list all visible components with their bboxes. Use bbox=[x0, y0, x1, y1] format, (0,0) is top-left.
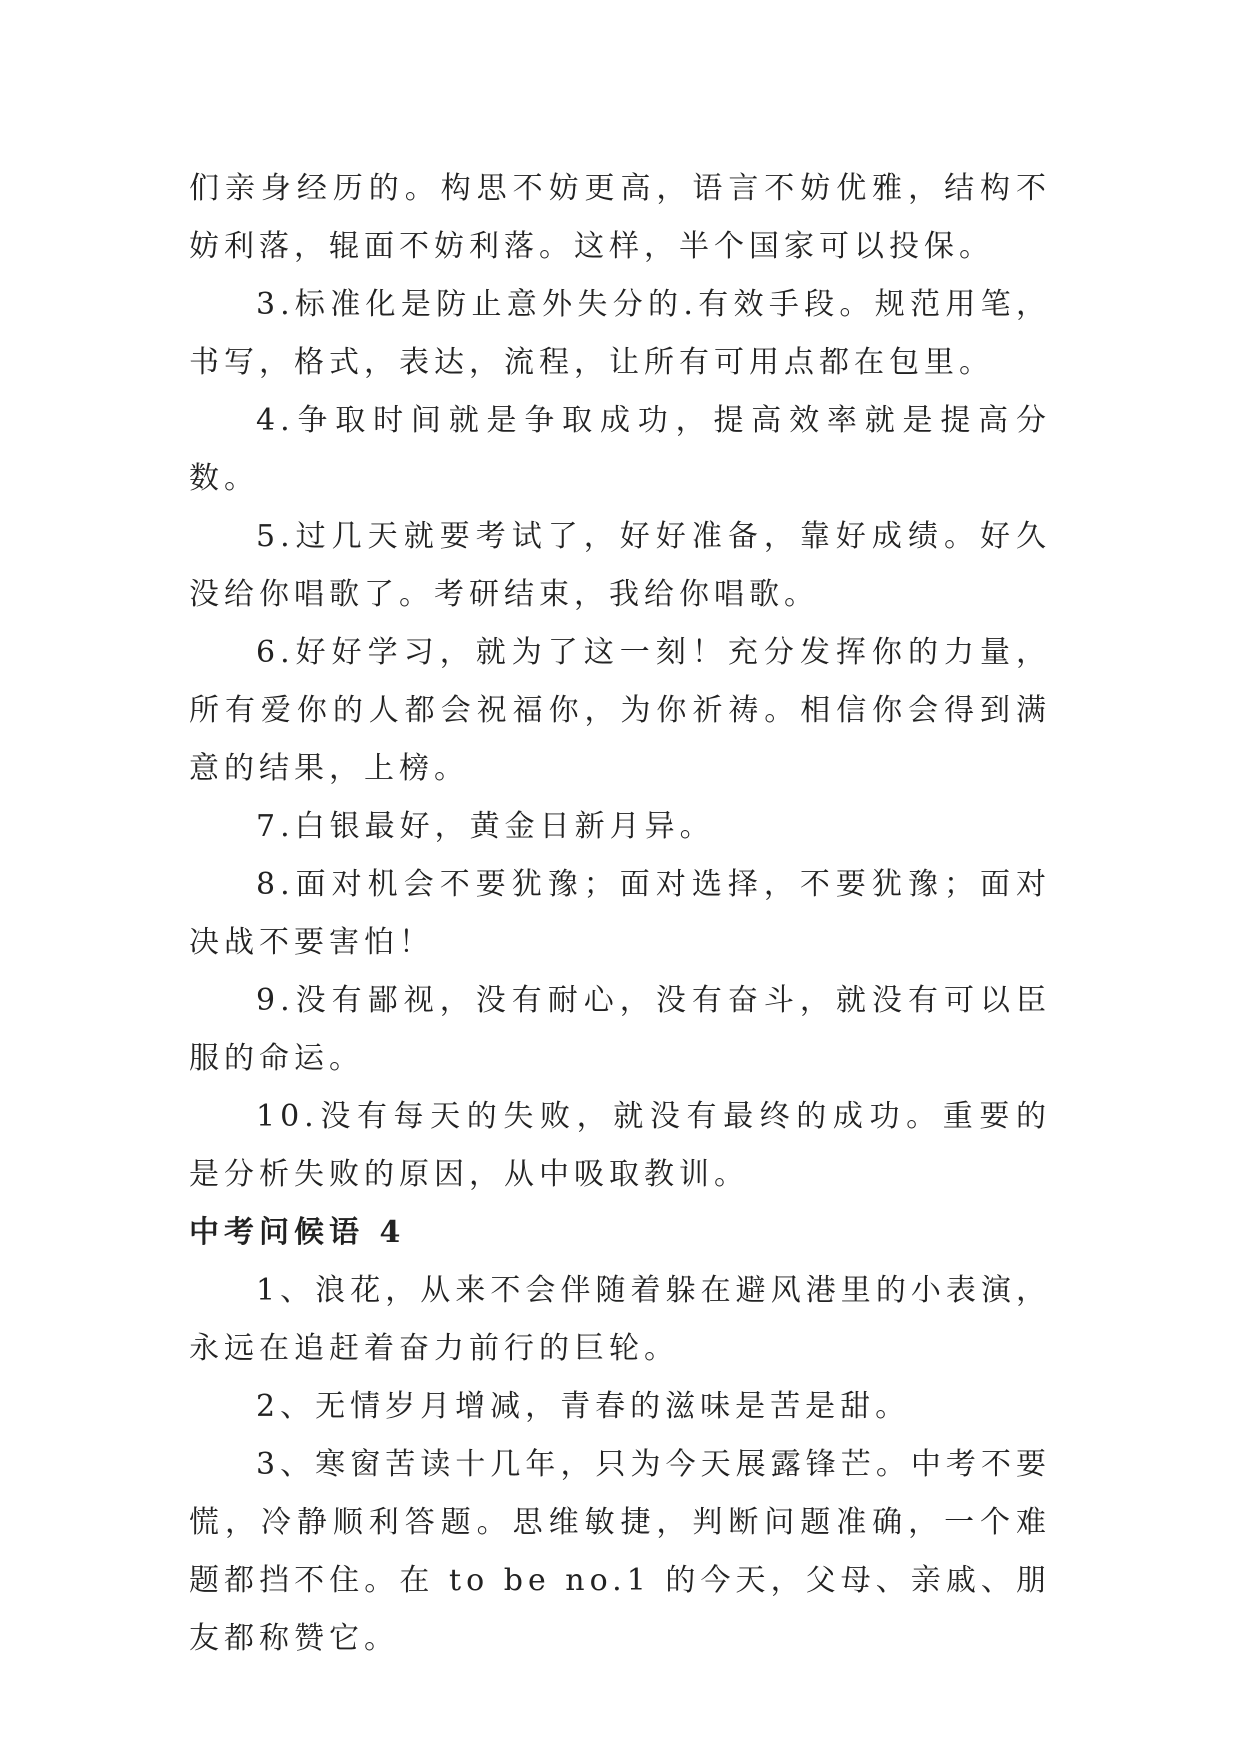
paragraph-item-8: 8.面对机会不要犹豫；面对选择，不要犹豫；面对决战不要害怕！ bbox=[189, 867, 1051, 960]
paragraph-item-4: 4.争取时间就是争取成功，提高效率就是提高分数。 bbox=[189, 403, 1051, 496]
paragraph-greeting-1: 1、浪花，从来不会伴随着躲在避风港里的小表演，永远在追赶着奋力前行的巨轮。 bbox=[189, 1273, 1051, 1366]
paragraph-item-9: 9.没有鄙视，没有耐心，没有奋斗，就没有可以臣服的命运。 bbox=[189, 983, 1051, 1076]
paragraph-continuation: 们亲身经历的。构思不妨更高，语言不妨优雅，结构不妨利落，辊面不妨利落。这样，半个国家可以投保。 bbox=[189, 171, 1051, 264]
paragraph-greeting-2: 2、无情岁月增减，青春的滋味是苦是甜。 bbox=[256, 1389, 911, 1424]
paragraph-item-5: 5.过几天就要考试了，好好准备，靠好成绩。好久没给你唱歌了。考研结束，我给你唱歌。 bbox=[189, 519, 1051, 612]
paragraph-item-7: 7.白银最好，黄金日新月异。 bbox=[256, 809, 715, 844]
section-heading: 中考问候语 4 bbox=[189, 1215, 406, 1250]
paragraph-item-6: 6.好好学习，就为了这一刻！充分发挥你的力量，所有爱你的人都会祝福你，为你祈祷。相信你会得到满意的结果，上榜。 bbox=[189, 635, 1051, 786]
paragraph-item-10: 10.没有每天的失败，就没有最终的成功。重要的是分析失败的原因，从中吸取教训。 bbox=[189, 1099, 1051, 1192]
paragraph-greeting-3: 3、寒窗苦读十几年，只为今天展露锋芒。中考不要慌，冷静顺利答题。思维敏捷，判断问题准确，一个难题都挡不住。在 to be no.1 的今天，父母、亲戚、朋友都称赞它。 bbox=[189, 1447, 1051, 1656]
document-page bbox=[189, 160, 1051, 1668]
paragraph-item-3: 3.标准化是防止意外失分的.有效手段。规范用笔，书写，格式，表达，流程，让所有可用点都在包里。 bbox=[189, 287, 1051, 380]
